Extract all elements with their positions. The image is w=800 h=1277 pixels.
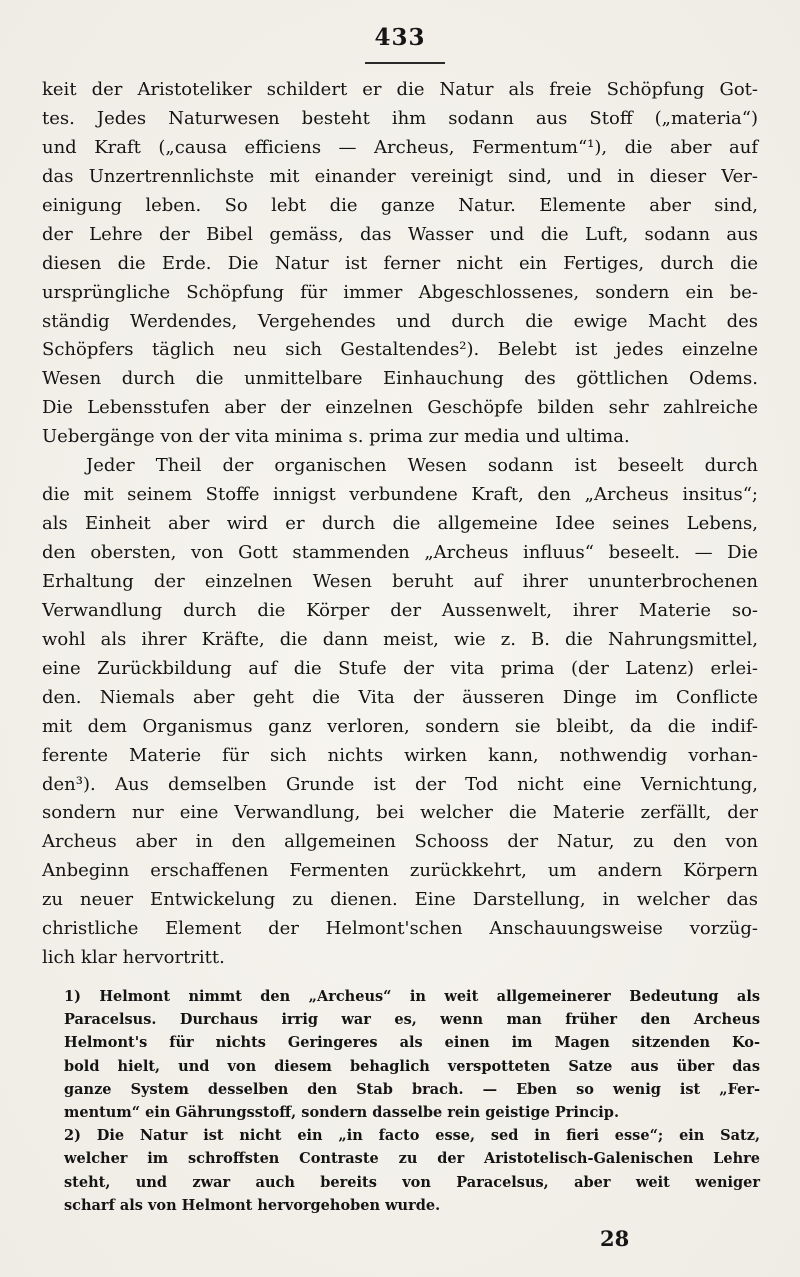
- text-line: sondern nur eine Verwandlung, bei welcher die Materie zerfällt, der: [42, 802, 758, 824]
- footnote-line: Helmont's für nichts Geringeres als einen im Magen sitzenden Ko-: [64, 1034, 760, 1052]
- text-line: ständig Werdendes, Vergehendes und durch die ewige Macht des: [42, 310, 758, 332]
- text-line: den. Niemals aber geht die Vita der äusseren Dinge im Conflicte: [42, 686, 758, 708]
- text-line: eine Zurückbildung auf die Stufe der vita prima (der Latenz) erlei-: [42, 657, 758, 679]
- text-line: das Unzertrennlichste mit einander vereinigt sind, und in dieser Ver-: [42, 165, 758, 187]
- footnote-line: ganze System desselben den Stab brach. — Eben so wenig ist „Fer-: [64, 1080, 760, 1098]
- text-line: Archeus aber in den allgemeinen Schooss der Natur, zu den von: [42, 831, 758, 853]
- footnote-line: Paracelsus. Durchaus irrig war es, wenn man früher den Archeus: [64, 1011, 760, 1029]
- text-line: wohl als ihrer Kräfte, die dann meist, wie z. B. die Nahrungsmittel,: [42, 628, 758, 650]
- text-line: Erhaltung der einzelnen Wesen beruht auf ihrer ununterbrochenen: [42, 570, 758, 592]
- text-line: ursprüngliche Schöpfung für immer Abgeschlossenes, sondern ein be-: [42, 281, 758, 303]
- text-line: diesen die Erde. Die Natur ist ferner nicht ein Fertiges, durch die: [42, 252, 758, 274]
- text-line: Uebergänge von der vita minima s. prima zur media und ultima.: [42, 426, 630, 448]
- text-line: mit dem Organismus ganz verloren, sondern sie bleibt, da die indif-: [42, 715, 758, 737]
- text-line: der Lehre der Bibel gemäss, das Wasser und die Luft, sodann aus: [42, 223, 758, 245]
- header-rule: [365, 62, 445, 64]
- text-line: christliche Element der Helmont'schen Anschauungsweise vorzüg-: [42, 918, 758, 940]
- text-line: Anbeginn erschaffenen Fermenten zurückkehrt, um andern Körpern: [42, 860, 758, 882]
- text-line: Schöpfers täglich neu sich Gestaltendes²). Belebt ist jedes einzelne: [42, 339, 758, 361]
- footnote-line: mentum“ ein Gährungsstoff, sondern dasselbe rein geistige Princip.: [64, 1103, 619, 1121]
- text-line: tes. Jedes Naturwesen besteht ihm sodann aus Stoff („materia“): [42, 107, 758, 129]
- text-line: keit der Aristoteliker schildert er die Natur als freie Schöpfung Got-: [42, 79, 758, 100]
- text-line: lich klar hervortritt.: [42, 947, 225, 969]
- text-line: zu neuer Entwickelung zu dienen. Eine Darstellung, in welcher das: [42, 889, 758, 911]
- main-text: [42, 76, 758, 973]
- footnote-line: 2) Die Natur ist nicht ein „in facto esse, sed in fieri esse“; ein Satz,: [64, 1127, 760, 1145]
- footnote-line: scharf als von Helmont hervorgehoben wurde.: [64, 1196, 441, 1214]
- page-number: 433: [374, 24, 426, 51]
- text-line: die mit seinem Stoffe innigst verbundene Kraft, den „Archeus insitus“;: [42, 484, 758, 506]
- signature-mark: 28: [600, 1226, 630, 1251]
- text-line: ferente Materie für sich nichts wirken kann, nothwendig vorhan-: [42, 744, 758, 766]
- text-line: den³). Aus demselben Grunde ist der Tod nicht eine Vernichtung,: [42, 773, 758, 795]
- text-line: Verwandlung durch die Körper der Aussenwelt, ihrer Materie so-: [42, 599, 758, 621]
- text-line: als Einheit aber wird er durch die allgemeine Idee seines Lebens,: [42, 513, 758, 535]
- text-line: einigung leben. So lebt die ganze Natur. Elemente aber sind,: [42, 194, 758, 216]
- text-line: Die Lebensstufen aber der einzelnen Geschöpfe bilden sehr zahlreiche: [42, 397, 758, 419]
- footnote-line: 1) Helmont nimmt den „Archeus“ in weit allgemeinerer Bedeutung als: [64, 988, 760, 1005]
- footnotes: [64, 985, 760, 1217]
- footnote-line: steht, und zwar auch bereits von Paracelsus, aber weit weniger: [64, 1173, 760, 1191]
- footnote-line: bold hielt, und von diesem behaglich verspotteten Satze aus über das: [64, 1057, 760, 1075]
- text-line: und Kraft („causa efficiens — Archeus, Fermentum“¹), die aber auf: [42, 136, 758, 158]
- text-line: den obersten, von Gott stammenden „Archeus influus“ beseelt. — Die: [42, 542, 758, 563]
- text-line: Wesen durch die unmittelbare Einhauchung des göttlichen Odems.: [42, 368, 758, 390]
- text-line: Jeder Theil der organischen Wesen sodann ist beseelt durch: [86, 455, 758, 477]
- footnote-line: welcher im schroffsten Contraste zu der Aristotelisch-Galenischen Lehre: [64, 1150, 760, 1168]
